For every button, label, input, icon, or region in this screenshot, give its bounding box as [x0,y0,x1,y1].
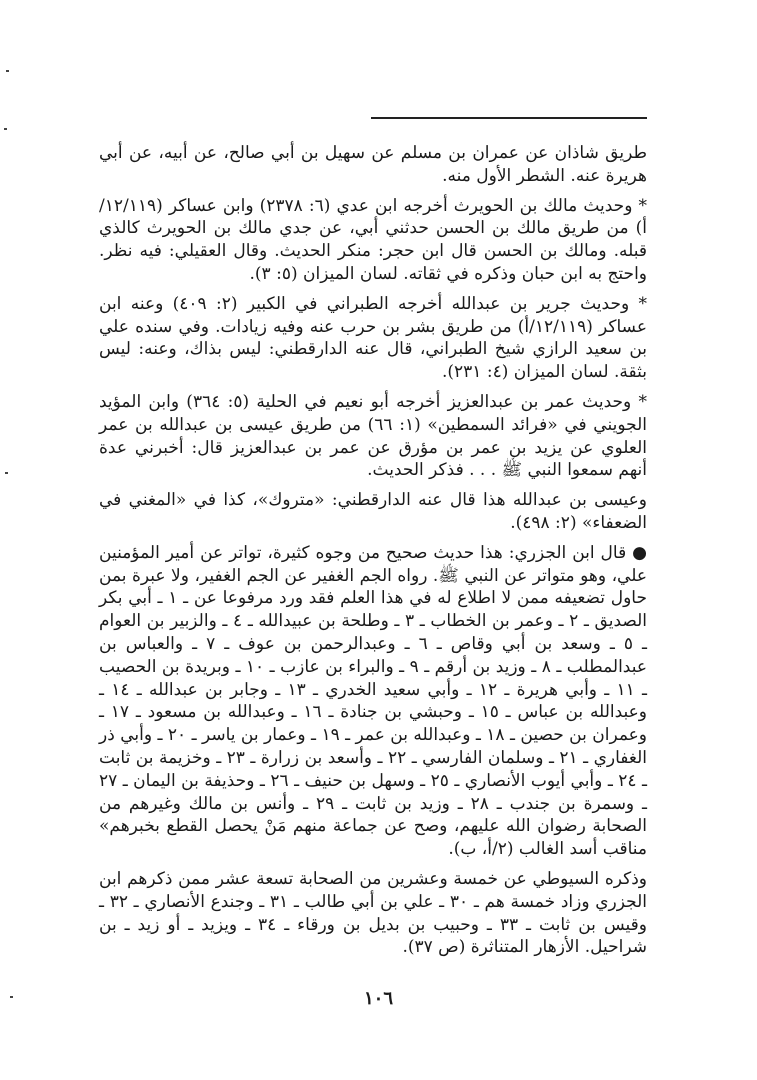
page-body [99,142,647,966]
paragraph-5: وعيسى بن عبدالله هذا قال عنه الدارقطني: «متروك»، كذا في «المغني في الضعفاء» (٢: ٤٩٨). [99,490,647,533]
paragraph-6: ● قال ابن الجزري: هذا حديث صحيح من وجوه كثيرة، تواتر عن أمير المؤمنين علي، وهو متواتر عن النبي ﷺ. رواه الجم الغفير عن الجم الغفير، ولا عبرة بمن حاول تضعيفه ممن لا اطلاع له في هذا العلم فقد ورد مرفوعا عن ـ ١ ـ أبي بكر الصديق ـ ٢ ـ وعمر بن الخطاب ـ ٣ ـ وطلحة بن عبيدالله ـ ٤ ـ والزبير بن العوام ـ ٥ ـ وسعد بن أبي وقاص ـ ٦ ـ وعبدالرحمن بن عوف ـ ٧ ـ والعباس بن عبدالمطلب ـ ٨ ـ وزيد بن أرقم ـ ٩ ـ والبراء بن عازب ـ ١٠ ـ وبريدة بن الحصيب ـ ١١ ـ وأبي هريرة ـ ١٢ ـ وأبي سعيد الخدري ـ ١٣ ـ وجابر بن عبدالله ـ ١٤ ـ وعبدالله بن عباس ـ ١٥ ـ وحبشي بن جنادة ـ ١٦ ـ وعبدالله بن مسعود ـ ١٧ ـ وعمران بن حصين ـ ١٨ ـ وعبدالله بن عمر ـ ١٩ ـ وعمار بن ياسر ـ ٢٠ ـ وأبي ذر الغفاري ـ ٢١ ـ وسلمان الفارسي ـ ٢٢ ـ وأسعد بن زرارة ـ ٢٣ ـ وخزيمة بن ثابت ـ ٢٤ ـ وأبي أيوب الأنصاري ـ ٢٥ ـ وسهل بن حنيف ـ ٢٦ ـ وحذيفة بن اليمان ـ ٢٧ ـ وسمرة بن جندب ـ ٢٨ ـ وزيد بن ثابت ـ ٢٩ ـ وأنس بن مالك وغيرهم من الصحابة رضوان الله عليهم، وصح عن جماعة منهم مَنْ يحصل القطع بخبرهم» مناقب أسد الغالب (٢/أ، ب). [99,542,648,860]
paragraph-4: * وحديث عمر بن عبدالعزيز أخرجه أبو نعيم في الحلية (٥: ٣٦٤) وابن المؤيد الجويني في «فرائد السمطين» (١: ٦٦) من طريق عيسى بن عبدالله بن عمر العلوي عن يزيد بن عمر بن مؤرق عن عمر بن عبدالعزيز قال: أخبرني عدة أنهم سمعوا النبي ﷺ . . . فذكر الحديث. [99,391,647,481]
paragraph-7: وذكره السيوطي عن خمسة وعشرين من الصحابة تسعة عشر ممن ذكرهم ابن الجزري وزاد خمسة هم ـ ٣٠ ـ علي بن أبي طالب ـ ٣١ ـ وجندع الأنصاري ـ ٣٢ ـ وقيس بن ثابت ـ ٣٣ ـ وحبيب بن بديل بن ورقاء ـ ٣٤ ـ ويزيد ـ أو زيد ـ بن شراحيل. الأزهار المتناثرة (ص ٣٧). [99,868,648,958]
scan-speck [4,128,7,130]
scan-speck [5,472,8,474]
paragraph-2: * وحديث مالك بن الحويرث أخرجه ابن عدي (٦: ٢٣٧٨) وابن عساكر (١٢/١١٩/أ) من طريق مالك بن الحسن حدثني أبي، عن جدي مالك بن الحويرث كالذي قبله. ومالك بن الحسن قال ابن حجر: منكر الحديث. وقال العقيلي: فيه نظر. واحتج به ابن حبان وذكره في ثقاته. لسان الميزان (٥: ٣). [99,195,647,284]
paragraph-3: * وحديث جرير بن عبدالله أخرجه الطبراني في الكبير (٢: ٤٠٩) وعنه ابن عساكر (١٢/١١٩/أ) من طريق بشر بن حرب عنه وفيه زيادات. وفي سنده علي بن سعيد الرازي شيخ الطبراني، قال عنه الدارقطني: ليس بذاك، وعنه: ليس بثقة. لسان الميزان (٤: ٢٣١). [99,293,647,383]
paragraph-1: طريق شاذان عن عمران بن مسلم عن سهيل بن أبي صالح، عن أبيه، عن أبي هريرة عنه. الشطر الأول منه. [99,143,647,186]
page-number: ١٠٦ [363,988,393,1009]
scan-speck [6,70,9,72]
header-rule [371,117,647,119]
